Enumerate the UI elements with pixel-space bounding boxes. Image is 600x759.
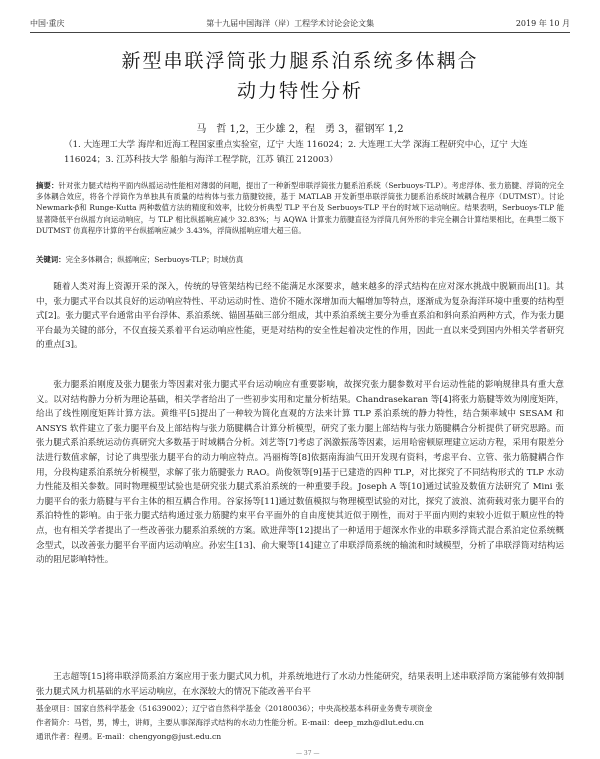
abstract-text: 针对张力腿式结构平面内纵摇运动性能相对薄弱的问题，提出了一种新型串联浮筒张力腿系泊系统（Serbuoys-TLP）。考虑浮体、张力筋腱、浮筒的完全多体耦合效应，将各个浮筒作为单独具有质量的结构体与张力筋腱铰接，基于 MATLAB 开发新型串联浮筒张力腿系泊系统时域耦合程序（DUTMST）。讨论 Newmark-β和 Runge-Kutta 两种数值方法的精度和效率，比较分析典型 TLP 平台及 Serbuoys-TLP 平台的时域下运动响应。结果表明，Serbuoys-TLP 能显著降低平台纵摇方向运动响应，与 TLP 相比纵摇响应减少 32.83%；与 AQWA 计算张力筋腱直径为浮筒几何外形的非完全耦合计算结果相比，在典型二级下 DUTMST 仿真程序计算的平台纵摇响应减少 3.43%，浮筒纵摇响应增大超三倍。	[36, 181, 564, 235]
footnote-divider	[36, 699, 216, 700]
author-list: 马 哲 1,2，王少雄 2，程 勇 3，翟钢军 1,2	[196, 124, 404, 135]
running-header	[30, 16, 570, 30]
keywords-section	[36, 254, 564, 265]
footnote-author-bio: 作者简介：马哲，男，博士，讲师，主要从事深海浮式结构的水动力性能分析。E-mail：deep_mzh@dlut.edu.cn	[36, 718, 424, 727]
abstract-section	[36, 180, 564, 236]
body-paragraph-2: 张力腿系泊刚度及张力腿张力等因素对张力腿式平台运动响应有重要影响，故探究张力腿参数对平台运动性能的影响规律具有重大意义。以对结构静力分析为理论基础，相关学者给出了一些初步实用和定量分析结果。Chandrasekaran 等[4]将张力筋腱等效为刚度矩阵，给出了线性刚度矩阵计算方法。黄维平[5]提出了一种较为简化直观的方法来计算 TLP 系泊系统的静力特性，结合频率域中 SESAM 和 ANSYS 软件建立了张力腿平台及上部结构与张力筋腱耦合计算分析模型，研究了张力腿上部结构与张力筋腱耦合分析提供了研究思路。而张力腿式系泊系统运动仿真研究大多数基于时域耦合分析。刘艺等[7]考虑了涡激振荡等因素，运用哈密顿原理建立运动方程，采用有限差分法进行数值求解，讨论了典型张力腿平台的动力响应特点。冯丽梅等[8]依据南海油气田开发现有资料，考虑平台、立管、张力筋腱耦合作用，分段构建系泊系统分析模型，求解了张力筋腱张力 RAO。尚俊领等[9]基于已建造的四种 TLP，对比探究了不同结构形式的 TLP 水动力性能及相关参数。同时物理模型试验也是研究张力腿式系泊系统的一种重要手段。Joseph A 等[10]通过试验及数值方法研究了 Mini 张力腿平台的张力筋腱与平台主体的相互耦合作用。谷家扬等[11]通过数值模拟与物理模型试验的对比，探究了波浪、流荷载对张力腿平台的系泊特性的影响。由于张力腿式结构通过张力筋腱约束平台平面外的自由度使其近似于刚性，而对于平面内则约束较小近似于顺应性的特点，也有相关学者提出了一些改善张力腿系泊系统的方案。欧进萍等[12]提出了一种适用于超深水作业的串联多浮筒式混合系泊定位系统概念型式，以改善张力腿平台平面内运动响应。孙宏生[13]、俞大聚等[14]建立了串联浮筒系统的输流和时域模型，分析了串联浮筒对结构运动的阻尼影响特性。	[36, 380, 564, 566]
page-number: — 37 —	[296, 750, 320, 757]
footnote-funding: 基金项目：国家自然科学基金（51639002）；辽宁省自然科学基金（20180036）；中央高校基本科研业务费专项资金	[36, 704, 433, 713]
paper-title-line-2: 动力特性分析	[236, 80, 363, 102]
keywords-text: 完全多体耦合；纵摇响应；Serbuoys-TLP；时域仿真	[65, 255, 244, 264]
header-location: 中国·重庆	[30, 18, 65, 28]
body-paragraph-3: 王志超等[15]将串联浮筒系泊方案应用于张力腿式风力机，并系统地进行了水动力性能研究，结果表明上述串联浮筒方案能够有效抑制张力腿式风力机基础的水平运动响应，在水深较大的情况下能改善平台平	[36, 672, 564, 697]
header-date: 2019 年 10 月	[515, 18, 570, 28]
header-divider	[30, 32, 570, 33]
header-proceedings: 第十九届中国海洋（岸）工程学术讨论会论文集	[206, 18, 375, 28]
footnote-corresponding-author: 通讯作者：程勇。E-mail：chengyong@just.edu.cn	[36, 732, 222, 741]
abstract-label: 摘要：	[36, 181, 59, 190]
body-paragraph-1: 随着人类对海上资源开采的深入，传统的导管架结构已经不能满足水深要求，越来越多的浮式结构在应对深水挑战中脱颖而出[1]。其中，张力腿式平台以其良好的运动响应特性、平动运动时性、造价不随水深增加而大幅增加等特点，逐渐成为复杂海洋环境中重要的结构型式[2]。张力腿式平台通常由平台浮体、系泊系统、锚固基础三部分组成，其中系泊系统主要分为垂直系泊和斜向系泊两种方式，作为张力腿平台最为关键的部分，不仅直接关系着平台运动响应性能，更是对结构的安全性起着决定性的作用，因此一直以来受到国内外相关学者研究的重点[3]。	[36, 282, 564, 351]
paper-title-line-1: 新型串联浮筒张力腿系泊系统多体耦合	[121, 50, 479, 72]
keywords-label: 关键词：	[36, 255, 66, 264]
affiliations: （1. 大连理工大学 海岸和近海工程国家重点实验室，辽宁 大连 116024；2. 大连理工大学 深海工程研究中心，辽宁 大连 116024；3. 江苏科技大学 船舶与海洋工程学院，江苏 镇江 212003）	[64, 140, 528, 165]
